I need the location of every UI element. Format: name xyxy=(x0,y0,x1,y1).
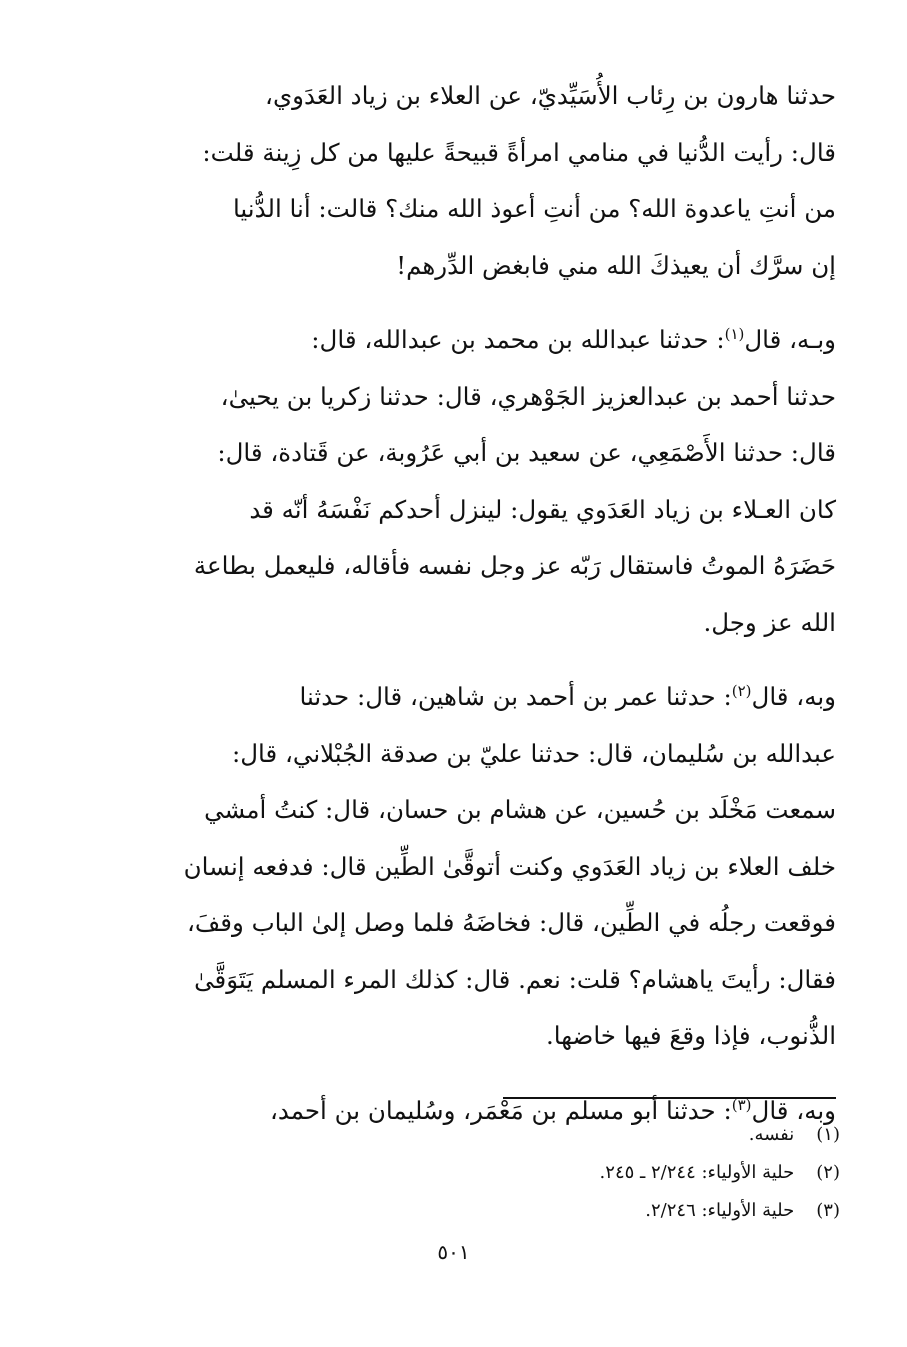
footnotes xyxy=(420,1116,840,1230)
paragraph-2 xyxy=(128,312,836,651)
footnote-ref-3[interactable]: (٣) xyxy=(731,1095,752,1114)
paragraph-1 xyxy=(128,68,836,294)
text-line: فقال: رأيتَ ياهشام؟ قلت: نعم. قال: كذلك المرء المسلم يَتَوَقَّىٰ xyxy=(194,964,836,994)
text-line: حدثنا أحمد بن عبدالعزيز الجَوْهري، قال: حدثنا زكريا بن يحيىٰ، xyxy=(220,381,836,411)
text-line: حدثنا هارون بن رِئاب الأُسَيِّديّ، عن العلاء بن زياد العَدَوي، xyxy=(265,81,836,110)
text-line: خلف العلاء بن زياد العَدَوي وكنت أتوقَّىٰ الطِّين قال: فدفعه إنسان xyxy=(183,851,836,881)
footnote-text: نفسه. xyxy=(748,1124,795,1145)
line-rest: : حدثنا عمر بن أحمد بن شاهين، قال: حدثنا xyxy=(299,682,732,711)
footnote-text: حلية الأولياء: ٢/٢٤٦. xyxy=(645,1200,795,1221)
text-line: عبدالله بن سُليمان، قال: حدثنا عليّ بن صدقة الجُبْلاني، قال: xyxy=(231,738,836,768)
text-line: إن سرَّك أن يعيذكَ الله مني فابغض الدِّرهم! xyxy=(396,250,836,280)
paragraph-3 xyxy=(128,669,836,1065)
text-line: سمعت مَخْلَد بن حُسين، عن هشام بن حسان، قال: كنتُ أمشي xyxy=(204,795,836,824)
text-line: من أنتِ ياعدوة الله؟ من أنتِ أعوذ الله منك؟ قالت: أنا الدُّنيا xyxy=(232,194,836,223)
text-line-with-note xyxy=(128,312,836,369)
text-line: الذُّنوب، فإذا وقعَ فيها خاضها. xyxy=(545,1021,836,1050)
footnote-number: (٣) xyxy=(816,1200,840,1221)
line-rest: : حدثنا أبو مسلم بن مَعْمَر، وسُليمان بن أحمد، xyxy=(269,1095,732,1125)
line-start: وبه، قال xyxy=(751,682,836,711)
text-line: كان العـلاء بن زياد العَدَوي يقول: لينزل أحدكم نَفْسَهُ أنّه قد xyxy=(249,494,836,524)
footnote-number: (٢) xyxy=(816,1162,840,1183)
footnote-item xyxy=(420,1154,840,1192)
footnote-ref-2[interactable]: (٢) xyxy=(731,682,752,700)
footnote-ref-1[interactable]: (١) xyxy=(724,325,745,343)
footnote-text: حلية الأولياء: ٢/٢٤٤ ـ ٢٤٥. xyxy=(599,1162,795,1183)
text-line-with-note xyxy=(128,669,836,726)
text-line: فوقعت رجلُه في الطِّين، قال: فخاضَهُ فلما وصل إلىٰ الباب وقفَ، xyxy=(186,908,836,937)
footnote-number: (١) xyxy=(816,1124,840,1145)
text-line: الله عز وجل. xyxy=(703,607,836,637)
line-start: وبه، قال xyxy=(751,1095,836,1125)
text-line: قال: رأيت الدُّنيا في منامي امرأةً قبيحةً عليها من كل زِينة قلت: xyxy=(202,137,836,167)
footnote-divider xyxy=(503,1097,836,1099)
page-number: ٥٠١ xyxy=(437,1240,470,1264)
text-line: قال: حدثنا الأَصْمَعِي، عن سعيد بن أبي عَرُوبة، عن قَتادة، قال: xyxy=(217,438,836,467)
text-line: حَضَرَهُ الموتُ فاستقال رَبّه عز وجل نفسه فأقاله، فليعمل بطاعة xyxy=(193,551,836,580)
line-start: وبـه، قال xyxy=(744,325,836,354)
footnote-item xyxy=(420,1116,840,1154)
page-body xyxy=(128,68,836,1157)
footnote-item xyxy=(420,1192,840,1230)
line-rest: : حدثنا عبدالله بن محمد بن عبدالله، قال: xyxy=(311,325,725,354)
